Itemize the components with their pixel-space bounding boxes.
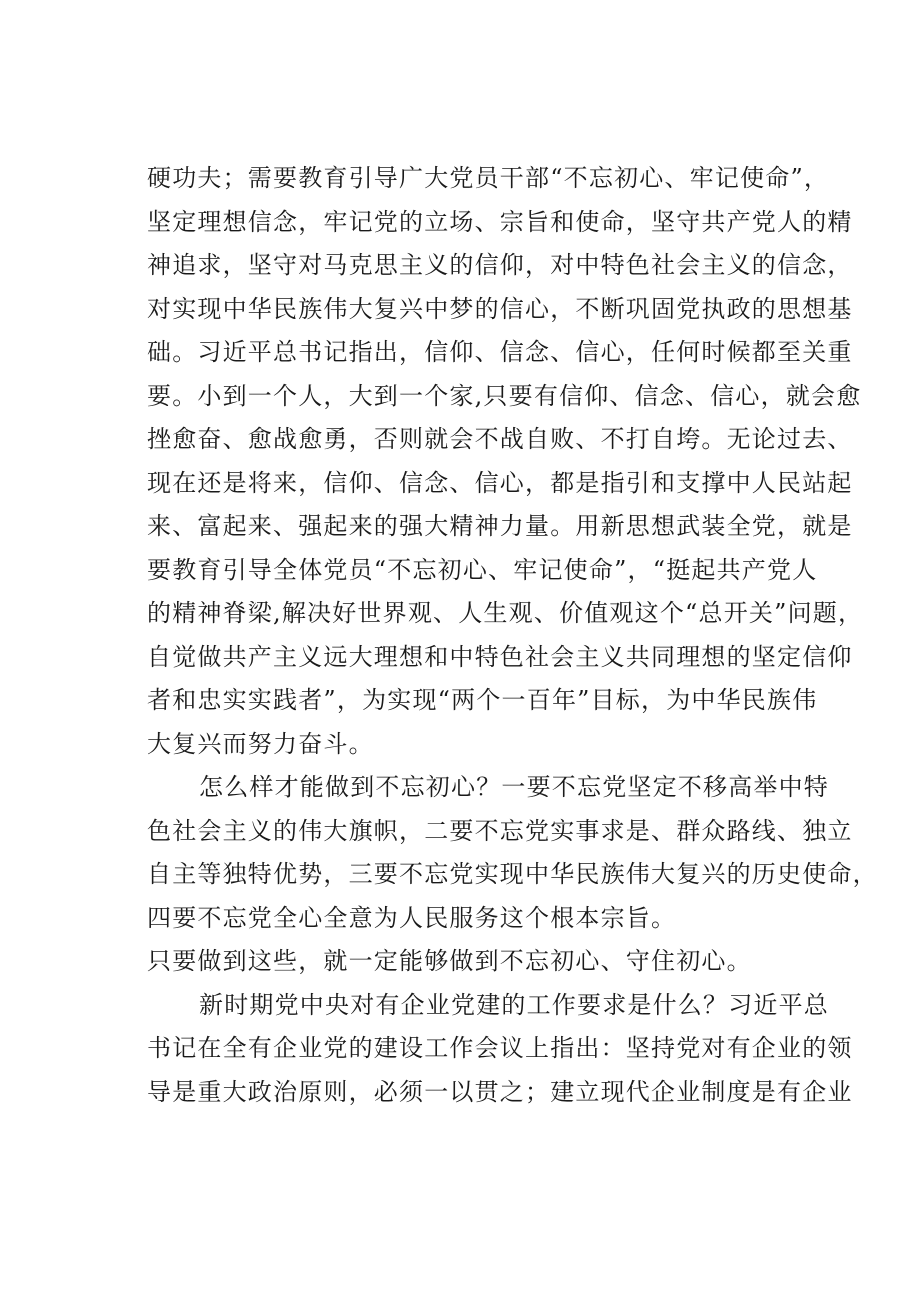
- text-line: 挫愈奋、愈战愈勇，否则就会不战自败、不打自垮。无论过去、: [147, 425, 853, 453]
- text-line: 者和忠实实践者”，为实现“两个一百年”目标，为中华民族伟: [147, 686, 818, 714]
- text-line: 大复兴而努力奋斗。: [147, 729, 374, 758]
- text-line: 色社会主义的伟大旗帜，二要不忘党实事求是、群众路线、独立: [147, 816, 853, 845]
- paragraph-2: [147, 766, 878, 940]
- text-line: 的精神脊梁,解决好世界观、人生观、价值观这个“总开关”问题，: [147, 599, 864, 627]
- text-line: 导是重大政治原则，必须一以贯之；建立现代企业制度是有企业: [147, 1077, 853, 1106]
- text-line: 神追求，坚守对马克思主义的信仰，对中特色社会主义的信念，: [147, 251, 853, 279]
- text-line: 础。习近平总书记指出，信仰、信念、信心，任何时候都至关重: [147, 338, 853, 366]
- text-line: 对实现中华民族伟大复兴中梦的信心，不断巩固党执政的思想基: [147, 294, 853, 323]
- text-line: 四要不忘党全心全意为人民服务这个根本宗旨。: [147, 903, 677, 932]
- paragraph-1: [147, 157, 864, 766]
- text-line: 新时期党中央对有企业党建的工作要求是什么？习近平总: [199, 990, 829, 1019]
- text-line: 坚定理想信念，牢记党的立场、宗旨和使命，坚守共产党人的精: [147, 207, 853, 236]
- paragraph-3: [147, 940, 815, 984]
- document-body: [147, 157, 878, 1114]
- text-line: 要。小到一个人，大到一个家,只要有信仰、信念、信心，就会愈: [147, 381, 862, 410]
- text-line: 书记在全有企业党的建设工作会议上指出：坚持党对有企业的领: [147, 1034, 853, 1062]
- text-line: 只要做到这些，就一定能够做到不忘初心、守住初心。: [147, 947, 752, 975]
- text-line: 自主等独特优势，三要不忘党实现中华民族伟大复兴的历史使命，: [147, 860, 878, 888]
- text-line: 硬功夫；需要教育引导广大党员干部“不忘初心、牢记使命”，: [147, 164, 830, 192]
- text-line: 来、富起来、强起来的强大精神力量。用新思想武装全党，就是: [147, 512, 853, 540]
- paragraph-4: [147, 984, 853, 1115]
- text-line: 怎么样才能做到不忘初心？一要不忘党坚定不移高举中特: [199, 773, 829, 801]
- text-line: 自觉做共产主义远大理想和中特色社会主义共同理想的坚定信仰: [147, 642, 853, 671]
- text-line: 要教育引导全体党员“不忘初心、牢记使命”，“挺起共产党人: [147, 555, 818, 584]
- text-line: 现在还是将来，信仰、信念、信心，都是指引和支撑中人民站起: [147, 468, 853, 497]
